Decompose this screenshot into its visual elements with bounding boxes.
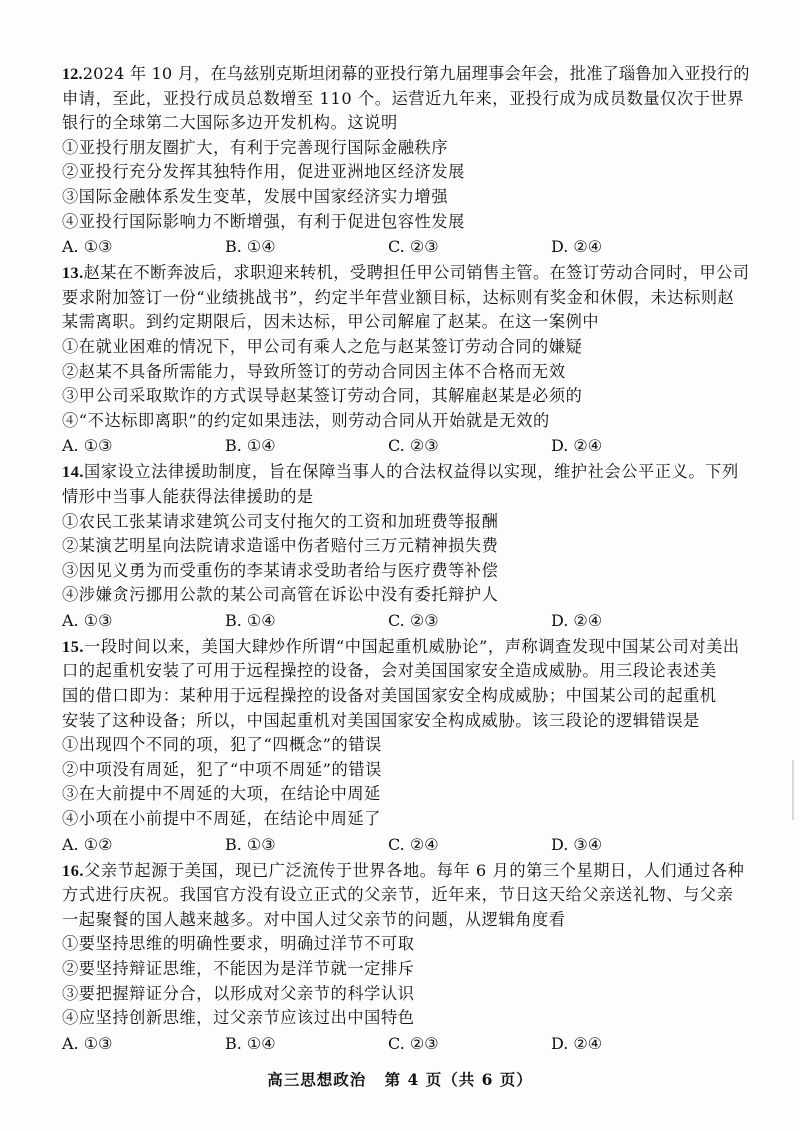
question-stem-text: 2024 年 10 月，在乌兹别克斯坦闭幕的亚投行第九届理事会年会，批准了瑙鲁加入亚投行的: [82, 64, 750, 83]
answer-choice[interactable]: B. ①③: [225, 834, 276, 854]
question-stem-line: 要求附加签订一份“业绩挑战书”，约定半年营业额目标，达标则有奖金和休假，未达标则赵: [62, 287, 735, 307]
answer-choice[interactable]: D. ③④: [551, 834, 603, 854]
answer-choices: [62, 234, 752, 259]
answer-choices: [62, 1031, 752, 1056]
question-stem-first-line: [62, 261, 752, 286]
question-stem-line: 一起聚餐的国人越来越多。对中国人过父亲节的问题，从逻辑角度看: [62, 909, 566, 929]
question-stem-first-line: [62, 62, 752, 87]
question-stem-text: 一段时间以来，美国大肆炒作所谓“中国起重机威胁论”，声称调查发现中国某公司对美出: [84, 636, 740, 656]
statement-item: ②某演艺明星向法院请求造谣中伤者赔付三万元精神损失费: [62, 536, 499, 556]
statement-item: ②要坚持辩证思维，不能因为是洋节就一定排斥: [62, 959, 415, 978]
question-stem-first-line: [62, 635, 752, 660]
answer-choice[interactable]: D. ②④: [551, 436, 603, 456]
statement-item: ④小项在小前提中不周延，在结论中周延了: [62, 809, 381, 829]
answer-choice[interactable]: D. ②④: [551, 1033, 603, 1053]
statement-item: ②赵某不具备所需能力，导致所签订的劳动合同因主体不合格而无效: [62, 361, 566, 381]
answer-choice[interactable]: B. ①④: [225, 237, 276, 257]
answer-choice[interactable]: C. ②④: [388, 834, 439, 854]
statement-item: ③因见义勇为而受重伤的李某请求受助者给与医疗费等补偿: [62, 560, 499, 580]
question-stem-line: 方式进行庆祝。我国官方没有设立正式的父亲节，近年来，节日这天给父亲送礼物、与父亲: [62, 885, 734, 905]
answer-choice[interactable]: A. ①②: [62, 834, 113, 854]
question-stem-text: 赵某在不断奔波后，求职迎来转机，受聘担任甲公司销售主管。在签订劳动合同时，甲公司: [83, 263, 750, 283]
statement-item: ①出现四个不同的项，犯了“四概念”的错误: [62, 735, 382, 755]
answer-choices: [62, 433, 752, 458]
question-stem-first-line: [62, 859, 752, 884]
page-footer: [0, 1068, 800, 1090]
question-stem-line: 某需离职。到约定期限后，因未达标，甲公司解雇了赵某。在这一案例中: [62, 312, 600, 332]
question-stem-line: 安装了这种设备；所以，中国起重机对美国国家安全构成威胁。该三段论的逻辑错误是: [62, 710, 700, 730]
answer-choice[interactable]: B. ①④: [225, 610, 276, 630]
statement-item: ②亚投行充分发挥其独特作用，促进亚洲地区经济发展: [62, 162, 465, 182]
statement-item: ①亚投行朋友圈扩大，有利于完善现行国际金融秩序: [62, 137, 449, 157]
question-block: [62, 859, 752, 1056]
question-block: [62, 62, 752, 259]
answer-choice[interactable]: A. ①③: [62, 436, 113, 456]
statement-item: ③甲公司采取欺诈的方式误导赵某签订劳动合同，其解雇赵某是必须的: [62, 386, 583, 406]
answer-choice[interactable]: A. ①③: [62, 1033, 113, 1053]
statement-item: ①在就业困难的情况下，甲公司有乘人之危与赵某签订劳动合同的嫌疑: [62, 336, 583, 356]
answer-choices: [62, 608, 752, 633]
question-stem-line: 口的起重机安装了可用于远程操控的设备，会对美国国家安全造成威胁。用三段论表述美: [62, 661, 717, 681]
answer-choice[interactable]: C. ②③: [388, 1033, 439, 1053]
answer-choice[interactable]: B. ①④: [225, 436, 276, 456]
footer-page-number: 第 4 页（共 6 页）: [384, 1070, 533, 1089]
statement-item: ④亚投行国际影响力不断增强，有利于促进包容性发展: [62, 211, 465, 231]
answer-choice[interactable]: C. ②③: [388, 610, 439, 630]
statement-item: ②中项没有周延，犯了“中项不周延”的错误: [62, 759, 382, 779]
answer-choices: [62, 832, 752, 857]
statement-item: ③要把握辩证分合，以形成对父亲节的科学认识: [62, 983, 415, 1003]
question-number: 15.: [62, 637, 85, 656]
question-number: 16.: [62, 861, 85, 880]
question-stem-text: 国家设立法律援助制度，旨在保障当事人的合法权益得以实现，维护社会公平正义。下列: [84, 462, 739, 482]
question-stem-line: 国的借口即为：某种用于远程操控的设备对美国国家安全构成威胁；中国某公司的起重机: [62, 686, 717, 706]
question-stem-line: 情形中当事人能获得法律援助的是: [62, 486, 314, 506]
statement-item: ④应坚持创新思维，过父亲节应该过出中国特色: [62, 1008, 415, 1028]
answer-choice[interactable]: C. ②③: [388, 237, 439, 257]
answer-choice[interactable]: D. ②④: [551, 237, 603, 257]
answer-choice[interactable]: A. ①③: [62, 237, 113, 257]
question-stem-text: 父亲节起源于美国，现已广泛流传于世界各地。每年 6 月的第三个星期日，人们通过各种: [84, 860, 745, 880]
answer-choice[interactable]: A. ①③: [62, 610, 113, 630]
answer-choice[interactable]: B. ①④: [225, 1033, 276, 1053]
question-stem-first-line: [62, 460, 752, 485]
question-number: 14.: [62, 463, 85, 482]
question-list: [62, 62, 752, 1058]
question-number: 12.: [62, 65, 83, 83]
answer-choice[interactable]: C. ②③: [388, 436, 439, 456]
statement-item: ③国际金融体系发生变革，发展中国家经济实力增强: [62, 186, 449, 206]
footer-subject: 高三思想政治: [267, 1070, 367, 1089]
question-stem-line: 银行的全球第二大国际多边开发机构。这说明: [62, 113, 398, 133]
question-number: 13.: [62, 264, 84, 283]
scan-edge-mark: [792, 760, 794, 820]
question-block: [62, 460, 752, 633]
statement-item: ①农民工张某请求建筑公司支付拖欠的工资和加班费等报酬: [62, 511, 499, 531]
question-block: [62, 635, 752, 857]
statement-item: ③在大前提中不周延的大项，在结论中周延: [62, 784, 381, 804]
statement-item: ①要坚持思维的明确性要求，明确过洋节不可取: [62, 934, 415, 954]
question-block: [62, 261, 752, 458]
answer-choice[interactable]: D. ②④: [551, 610, 603, 630]
statement-item: ④涉嫌贪污挪用公款的某公司高管在诉讼中没有委托辩护人: [62, 585, 499, 605]
statement-item: ④“不达标即离职”的约定如果违法，则劳动合同从开始就是无效的: [62, 410, 550, 430]
question-stem-line: 申请，至此，亚投行成员总数增至 110 个。运营近九年来，亚投行成为成员数量仅次于世界: [62, 88, 745, 108]
